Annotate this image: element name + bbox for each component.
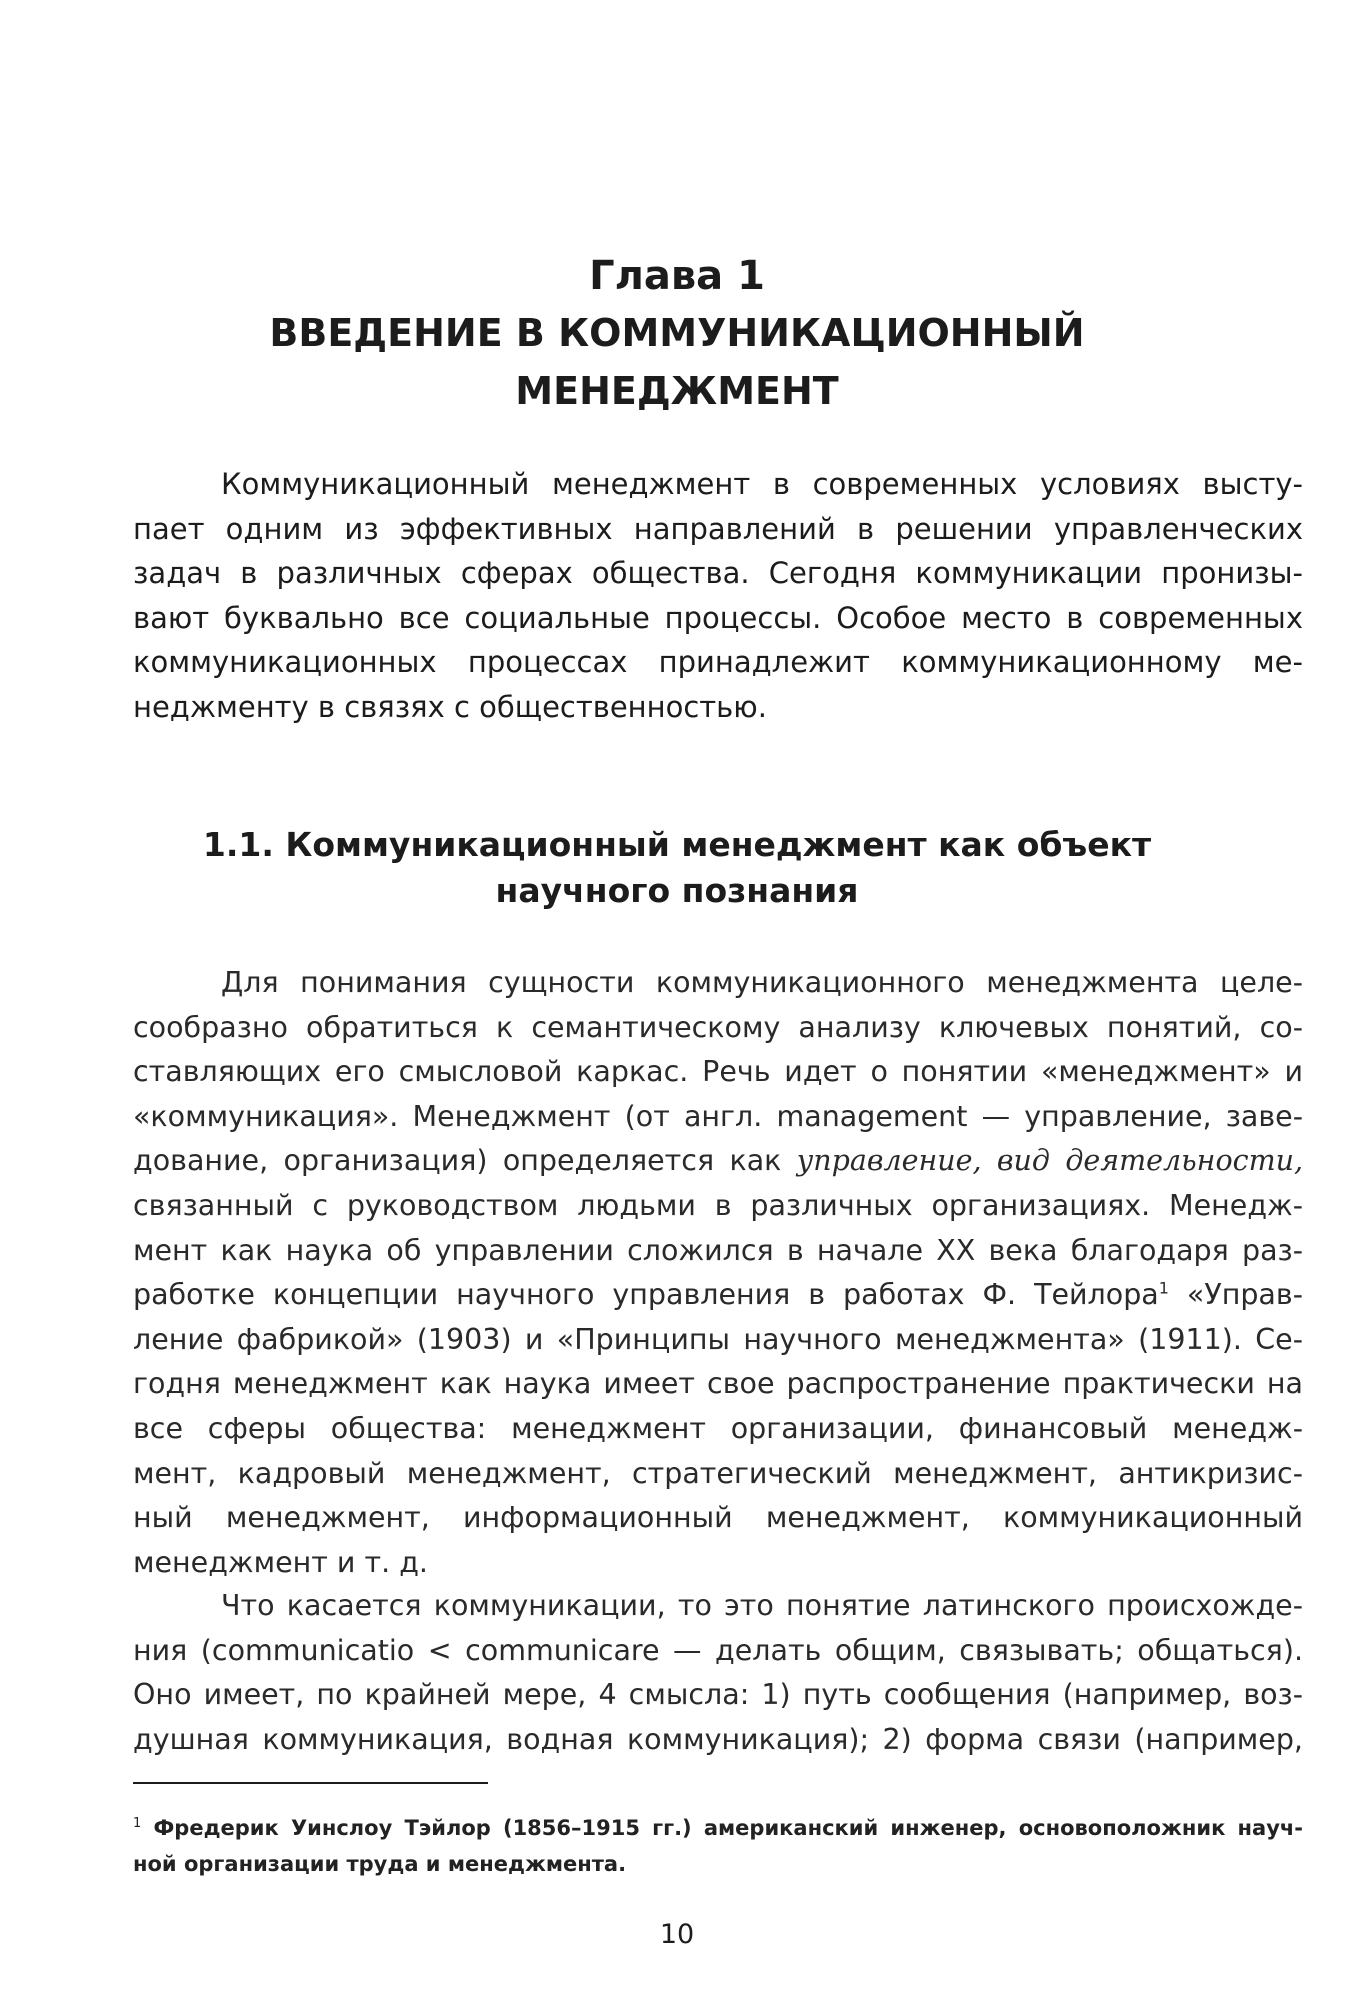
text-line: ния (communicatio < communicare — делать общим, связывать; общаться). xyxy=(133,1633,1303,1667)
text-line: связанный с руководством людьми в различных организациях. Менедж- xyxy=(133,1188,1303,1222)
text-line: ление фабрикой» (1903) и «Принципы научного менеджмента» (1911). Се- xyxy=(133,1322,1303,1356)
text-line: душная коммуникация, водная коммуникация); 2) форма связи (например, xyxy=(133,1722,1303,1756)
intro-paragraph xyxy=(133,462,1303,729)
page-number: 10 xyxy=(659,1919,695,1950)
footnote-line xyxy=(133,1810,1303,1846)
footnote xyxy=(133,1810,1303,1882)
text-line: коммуникационных процессах принадлежит коммуникационному ме- xyxy=(133,645,1303,679)
section-heading-line: научного познания xyxy=(495,871,859,910)
text-line: менеджмент и т. д. xyxy=(133,1545,428,1579)
text-line: Коммуникационный менеджмент в современных условиях высту- xyxy=(221,467,1303,501)
body-paragraph-management xyxy=(133,961,1303,1585)
text-line: ставляющих его смысловой каркас. Речь идет о понятии «менеджмент» и xyxy=(133,1055,1303,1089)
text-line: «коммуникация». Менеджмент (от англ. management — управление, заве- xyxy=(133,1099,1303,1133)
footnote-line: ной организации труда и менеджмента. xyxy=(133,1852,627,1876)
text-line: Что касается коммуникации, то это понятие латинского происхожде- xyxy=(221,1589,1303,1622)
text-line: вают буквально все социальные процессы. Особое место в современных xyxy=(133,600,1303,635)
footnote-divider xyxy=(133,1782,488,1784)
text-line: Для понимания сущности коммуникационного менеджмента целе- xyxy=(221,966,1303,999)
text-segment: работке концепции научного управления в работах Ф. Тейлора xyxy=(133,1278,1159,1312)
text-line: Оно имеет, по крайней мере, 4 смысла: 1) путь сообщения (например, воз- xyxy=(133,1678,1303,1712)
footnote-reference[interactable]: 1 xyxy=(1158,1278,1169,1298)
text-line: годня менеджмент как наука имеет свое распространение практически на xyxy=(133,1367,1303,1401)
text-line: задач в различных сферах общества. Сегодня коммуникации пронизы- xyxy=(133,556,1303,590)
text-line xyxy=(133,1139,1303,1184)
chapter-title-line: ВВЕДЕНИЕ В КОММУНИКАЦИОННЫЙ xyxy=(269,311,1085,355)
text-line: мент, кадровый менеджмент, стратегический менеджмент, антикризис- xyxy=(133,1456,1303,1490)
text-segment: Фредерик Уинслоу Тэйлор (1856–1915 гг.) американский инженер, основоположник науч- xyxy=(153,1816,1304,1840)
text-line: все сферы общества: менеджмент организации, финансовый менедж- xyxy=(133,1411,1303,1445)
section-heading xyxy=(0,822,1354,914)
text-line: мент как наука об управлении сложился в начале XX века благодаря раз- xyxy=(133,1233,1303,1267)
chapter-title-line: МЕНЕДЖМЕНТ xyxy=(515,369,839,413)
body-paragraph-communication xyxy=(133,1584,1303,1762)
chapter-label: Глава 1 xyxy=(589,253,765,299)
text-segment: «Управ- xyxy=(1168,1278,1303,1312)
text-line: сообразно обратиться к семантическому анализу ключевых понятий, со- xyxy=(133,1010,1303,1044)
text-line xyxy=(133,1273,1303,1318)
section-heading-line: 1.1. Коммуникационный менеджмент как объект xyxy=(202,825,1152,864)
chapter-title xyxy=(0,304,1354,420)
text-segment: дование, организация) определяется как xyxy=(133,1144,797,1178)
text-line: ный менеджмент, информационный менеджмент, коммуникационный xyxy=(133,1501,1303,1535)
text-line: неджменту в связях с общественностью. xyxy=(133,689,767,724)
text-line: пает одним из эффективных направлений в решении управленческих xyxy=(133,511,1303,546)
italic-definition: управление, вид деятельности, xyxy=(796,1144,1303,1178)
footnote-marker: 1 xyxy=(133,1816,142,1831)
